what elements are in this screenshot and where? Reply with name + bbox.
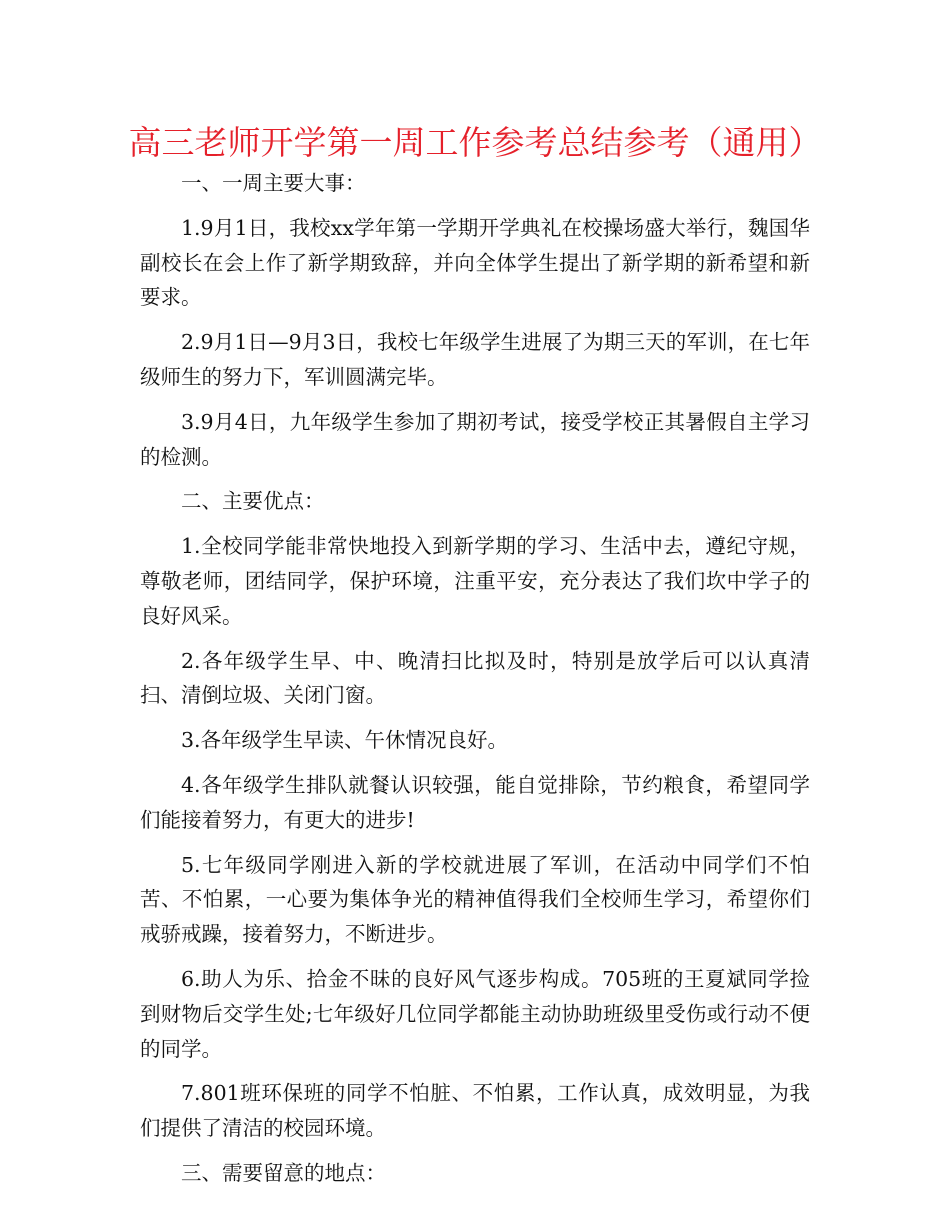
paragraph-item: 5.七年级同学刚进入新的学校就进展了军训，在活动中同学们不怕苦、不怕累，一心要为集体争光的精神值得我们全校师生学习，希望你们戒骄戒躁，接着努力，不断进步。: [140, 852, 810, 947]
section-heading-1: 一、一周主要大事：: [181, 171, 366, 195]
paragraph-item: 2.9月1日—9月3日，我校七年级学生进展了为期三天的军训，在七年级师生的努力下，军训圆满完毕。: [140, 330, 810, 389]
document-title: 高三老师开学第一周工作参考总结参考（通用）: [128, 123, 822, 162]
section-heading-2: 二、主要优点：: [181, 489, 325, 514]
paragraph-item: 2.各年级学生早、中、晚清扫比拟及时，特别是放学后可以认真清扫、清倒垃圾、关闭门窗。: [140, 648, 810, 708]
section-heading-3: 三、需要留意的地点：: [181, 1160, 386, 1185]
document-body: [140, 166, 810, 1191]
paragraph-item: 3.9月4日，九年级学生参加了期初考试，接受学校正其暑假自主学习的检测。: [140, 409, 810, 469]
paragraph-item: 1.全校同学能非常快地投入到新学期的学习、生活中去，遵纪守规，尊敬老师，团结同学，保护环境，注重平安，充分表达了我们坎中学子的良好风采。: [140, 534, 810, 628]
paragraph-item: 6.助人为乐、拾金不昧的良好风气逐步构成。705班的王夏斌同学捡到财物后交学生处;七年级好几位同学都能主动协助班级里受伤或行动不便的同学。: [140, 966, 810, 1061]
paragraph-item: 4.各年级学生排队就餐认识较强，能自觉排除，节约粮食，希望同学们能接着努力，有更大的进步!: [140, 772, 810, 832]
paragraph-item: 7.801班环保班的同学不怕脏、不怕累，工作认真，成效明显，为我们提供了清洁的校园环境。: [140, 1081, 810, 1141]
paragraph-item: 1.9月1日，我校xx学年第一学期开学典礼在校操场盛大举行，魏国华副校长在会上作了新学期致辞，并向全体学生提出了新学期的新希望和新要求。: [140, 215, 810, 310]
paragraph-item: 3.各年级学生早读、午休情况良好。: [181, 728, 509, 753]
